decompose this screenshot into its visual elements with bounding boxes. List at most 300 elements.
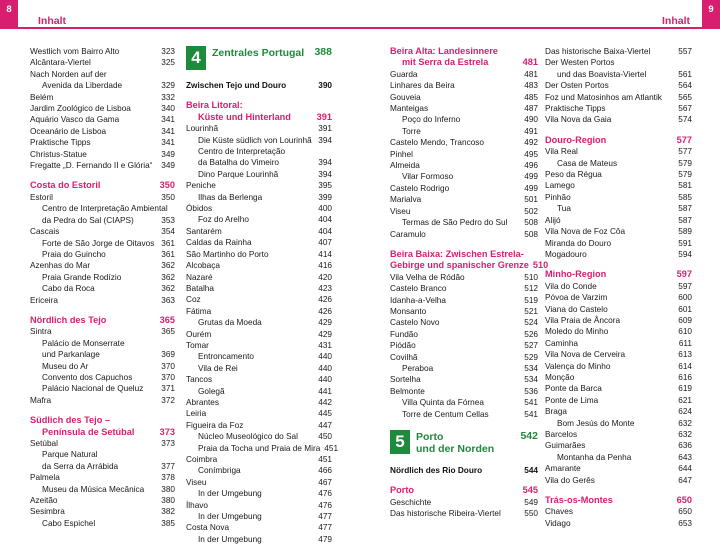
toc-section-title	[545, 495, 673, 506]
toc-entry[interactable]	[30, 395, 175, 406]
toc-entry[interactable]	[390, 80, 538, 91]
toc-page: 529	[524, 352, 538, 362]
toc-page: 481	[524, 69, 538, 79]
toc-page: 510	[524, 272, 538, 282]
toc-entry[interactable]	[545, 192, 692, 203]
toc-section[interactable]	[390, 46, 538, 69]
toc-entry[interactable]	[30, 249, 175, 260]
toc-entry[interactable]	[390, 306, 538, 317]
page-header-title: Inhalt	[38, 15, 66, 27]
toc-page: 361	[161, 238, 175, 248]
toc-entry-title: Das historische Ribeira-Viertel	[390, 509, 501, 519]
toc-entry-title: Der Osten Portos	[545, 81, 609, 91]
toc-entry-title: Jardim Zoológico de Lisboa	[30, 104, 131, 114]
toc-entry-title: Alcântara-Viertel	[30, 58, 91, 68]
toc-page: 549	[524, 497, 538, 507]
toc-entry[interactable]	[186, 272, 332, 283]
toc-entry[interactable]	[390, 229, 538, 240]
toc-entry[interactable]	[186, 249, 332, 260]
toc-page: 600	[678, 293, 692, 303]
toc-section-title-line: Beira Alta: Landesinnere	[390, 46, 498, 56]
toc-entry[interactable]	[390, 497, 538, 508]
toc-entry-title: Avenida da Liberdade	[42, 81, 123, 91]
toc-entry-title: Palácio Nacional de Queluz	[42, 384, 144, 394]
toc-entry[interactable]	[545, 463, 692, 474]
toc-entry-title: Cabo Espichel	[42, 518, 96, 528]
toc-section-title-line: Beira Litoral:	[186, 100, 243, 111]
toc-entry[interactable]	[545, 215, 692, 226]
toc-page: 407	[318, 238, 332, 248]
toc-page: 361	[161, 249, 175, 259]
toc-entry[interactable]	[545, 304, 692, 315]
toc-entry[interactable]	[30, 295, 175, 306]
toc-page: 491	[524, 126, 538, 136]
toc-page: 378	[161, 473, 175, 483]
toc-entry-title: Vidago	[545, 518, 571, 528]
toc-entry[interactable]	[186, 294, 332, 305]
toc-entry-title: Alcobaça	[186, 261, 220, 271]
toc-entry[interactable]	[545, 429, 692, 440]
toc-entry[interactable]	[545, 180, 692, 191]
toc-entry[interactable]	[186, 454, 332, 465]
toc-entry[interactable]	[390, 340, 538, 351]
toc-entry-title: Torre	[402, 126, 421, 136]
toc-entry[interactable]	[186, 397, 332, 408]
toc-entry[interactable]	[30, 438, 175, 449]
toc-entry-title: Viseu	[390, 206, 411, 216]
toc-section-title	[390, 46, 519, 69]
toc-page: 451	[318, 455, 332, 464]
toc-entry[interactable]	[30, 226, 175, 237]
toc-page: 624	[678, 407, 692, 417]
toc-page: 341	[161, 126, 175, 136]
toc-entry[interactable]	[186, 203, 332, 214]
toc-entry[interactable]	[186, 260, 332, 271]
toc-entry[interactable]	[545, 383, 692, 394]
toc-entry[interactable]	[390, 409, 538, 420]
toc-entry[interactable]	[30, 361, 175, 372]
toc-entry-title: Viseu	[186, 477, 207, 487]
toc-entry[interactable]	[30, 272, 175, 283]
toc-entry[interactable]	[30, 92, 175, 103]
toc-section-title-line: Trás-os-Montes	[545, 495, 613, 506]
toc-page: 382	[161, 507, 175, 517]
toc-entry[interactable]	[186, 534, 332, 545]
toc-entry[interactable]	[30, 326, 175, 337]
toc-page: 426	[318, 306, 332, 316]
toc-entry[interactable]	[390, 160, 538, 171]
toc-entry[interactable]	[30, 518, 175, 529]
toc-entry-title: Abrantes	[186, 397, 220, 407]
toc-page: 447	[318, 420, 332, 430]
toc-entry-title: Ponte de Lima	[545, 395, 599, 405]
toc-page: 377	[161, 461, 175, 471]
toc-entry-title: Grutas da Moeda	[198, 318, 262, 328]
toc-entry[interactable]	[186, 408, 332, 419]
toc-page: 564	[678, 81, 692, 91]
toc-entry[interactable]	[30, 506, 175, 517]
toc-entry[interactable]	[30, 103, 175, 114]
toc-page: 390	[318, 81, 332, 90]
toc-entry[interactable]	[390, 194, 538, 205]
toc-entry[interactable]	[186, 500, 332, 511]
toc-entry[interactable]	[545, 281, 692, 292]
toc-entry[interactable]	[390, 397, 538, 408]
chapter-heading[interactable]	[186, 46, 332, 70]
toc-entry-title: Die Küste südlich von Lourinhã	[198, 135, 312, 145]
toc-entry[interactable]	[186, 214, 332, 225]
toc-section[interactable]	[30, 180, 175, 191]
toc-page: 400	[318, 204, 332, 214]
toc-entry[interactable]	[390, 363, 538, 374]
toc-page: 512	[524, 284, 538, 294]
toc-entry[interactable]	[186, 192, 332, 203]
toc-entry[interactable]	[186, 386, 332, 397]
toc-entry[interactable]	[30, 461, 175, 472]
toc-entry-title: Piódão	[390, 341, 416, 351]
toc-entry[interactable]	[545, 46, 692, 57]
toc-entry[interactable]	[30, 192, 175, 203]
toc-entry[interactable]	[186, 283, 332, 294]
toc-entry-title: Fundão	[390, 329, 418, 339]
toc-entry[interactable]	[545, 475, 692, 486]
toc-entry[interactable]	[186, 123, 332, 134]
toc-entry[interactable]	[186, 420, 332, 431]
toc-subheading-title: Zwischen Tejo und Douro	[186, 81, 287, 90]
toc-entry[interactable]	[545, 57, 692, 68]
toc-entry[interactable]	[186, 169, 332, 180]
toc-subheading[interactable]	[186, 80, 332, 91]
toc-entry-title: Peraboa	[402, 363, 434, 373]
toc-entry-title: Covilhã	[390, 352, 418, 362]
toc-entry[interactable]	[545, 158, 692, 169]
toc-entry[interactable]	[545, 418, 692, 429]
toc-page: 499	[524, 172, 538, 182]
toc-entry[interactable]	[30, 57, 175, 68]
toc-entry-title: Óbidos	[186, 204, 213, 214]
toc-page: 577	[678, 147, 692, 157]
toc-page: 481	[522, 57, 538, 68]
toc-page: 611	[678, 338, 692, 348]
toc-entry[interactable]	[545, 506, 692, 517]
toc-section-title-line: Minho-Region	[545, 269, 607, 280]
toc-section[interactable]	[390, 485, 538, 496]
toc-entry[interactable]	[390, 272, 538, 283]
toc-entry[interactable]	[390, 217, 538, 228]
toc-page: 363	[161, 295, 175, 305]
toc-entry[interactable]	[186, 522, 332, 533]
toc-entry[interactable]	[545, 103, 692, 114]
toc-page: 442	[318, 397, 332, 407]
toc-entry-title: Vila de Rei	[198, 363, 238, 373]
toc-entry[interactable]	[30, 484, 175, 495]
toc-entry[interactable]	[186, 135, 332, 146]
toc-entry[interactable]	[390, 374, 538, 385]
toc-entry[interactable]	[545, 349, 692, 360]
toc-entry[interactable]	[390, 171, 538, 182]
toc-entry[interactable]	[545, 518, 692, 529]
toc-entry[interactable]	[390, 317, 538, 328]
toc-entry[interactable]	[390, 329, 538, 340]
toc-entry[interactable]	[390, 352, 538, 363]
toc-page: 519	[524, 295, 538, 305]
toc-entry-title: Monção	[545, 372, 575, 382]
toc-entry[interactable]	[545, 92, 692, 103]
toc-entry[interactable]	[545, 452, 692, 463]
toc-entry[interactable]	[186, 443, 339, 454]
toc-subheading-title: Nördlich des Rio Douro	[390, 466, 483, 475]
toc-section-title	[390, 485, 519, 496]
toc-page: 561	[678, 69, 692, 79]
toc-section[interactable]	[186, 100, 332, 123]
toc-entry[interactable]	[186, 363, 332, 374]
left-page	[0, 0, 360, 544]
toc-entry[interactable]	[186, 157, 332, 168]
toc-entry-title: Costa Nova	[186, 523, 230, 533]
toc-entry[interactable]	[30, 149, 175, 160]
toc-entry[interactable]	[545, 80, 692, 91]
toc-page: 362	[161, 284, 175, 294]
toc-page: 391	[316, 111, 332, 122]
toc-entry-title: Cabo da Roca	[42, 284, 95, 294]
toc-page: 544	[524, 466, 538, 475]
toc-entry[interactable]	[545, 226, 692, 237]
toc-entry-title: Foz und Matosinhos am Atlantik	[545, 92, 662, 102]
toc-entry[interactable]	[390, 386, 538, 397]
toc-section[interactable]	[545, 135, 692, 146]
toc-entry[interactable]	[30, 338, 175, 349]
toc-page: 477	[318, 523, 332, 533]
toc-page: 354	[161, 227, 175, 237]
toc-section[interactable]	[390, 248, 549, 272]
toc-entry[interactable]	[186, 329, 332, 340]
toc-entry[interactable]	[30, 495, 175, 506]
toc-entry-title: Amarante	[545, 464, 581, 474]
toc-page: 597	[676, 269, 692, 280]
toc-entry[interactable]	[545, 292, 692, 303]
toc-page: 485	[524, 92, 538, 102]
toc-entry[interactable]	[390, 508, 538, 519]
toc-page: 349	[161, 161, 175, 171]
toc-page: 479	[318, 534, 332, 544]
toc-subheading[interactable]	[390, 465, 538, 476]
toc-entry[interactable]	[186, 488, 332, 499]
toc-page: 490	[524, 115, 538, 125]
toc-entry[interactable]	[186, 351, 332, 362]
toc-entry[interactable]	[30, 80, 175, 91]
toc-entry[interactable]	[186, 306, 332, 317]
toc-entry-title: Castelo Mendo, Trancoso	[390, 138, 485, 148]
toc-entry-title: In der Umgebung	[198, 534, 262, 544]
toc-entry[interactable]	[390, 206, 538, 217]
toc-entry-title: Santarém	[186, 226, 222, 236]
toc-entry-title: Coimbra	[186, 455, 218, 464]
toc-entry-title: Cascais	[30, 227, 60, 237]
toc-page: 619	[678, 384, 692, 394]
toc-page: 501	[524, 195, 538, 205]
toc-entry-title: Vila Nova da Gaia	[545, 115, 612, 125]
toc-page: 650	[678, 507, 692, 517]
toc-page: 429	[318, 318, 332, 328]
toc-entry[interactable]	[390, 92, 538, 103]
toc-section[interactable]	[545, 495, 692, 506]
toc-entry[interactable]	[186, 226, 332, 237]
toc-entry[interactable]	[545, 169, 692, 180]
toc-entry[interactable]	[30, 114, 175, 125]
toc-page: 476	[318, 500, 332, 510]
toc-section[interactable]	[30, 415, 175, 438]
toc-entry-title: Caldas da Rainha	[186, 238, 252, 248]
toc-entry[interactable]	[186, 431, 332, 442]
toc-entry[interactable]	[390, 103, 538, 114]
toc-page: 365	[159, 314, 175, 325]
toc-entry[interactable]	[30, 238, 175, 249]
toc-entry-title: Peniche	[186, 181, 216, 191]
toc-section[interactable]	[30, 315, 175, 326]
toc-entry[interactable]	[30, 283, 175, 294]
toc-entry[interactable]	[186, 511, 332, 522]
toc-section[interactable]	[545, 269, 692, 280]
toc-entry-title: Monsanto	[390, 306, 427, 316]
toc-entry[interactable]	[186, 146, 332, 157]
toc-entry[interactable]	[545, 238, 692, 249]
toc-page: 587	[678, 204, 692, 214]
toc-entry[interactable]	[545, 361, 692, 372]
toc-entry[interactable]	[186, 477, 332, 488]
toc-page: 394	[318, 158, 332, 168]
toc-entry-title: Belmonte	[390, 386, 425, 396]
toc-entry-title: Casa de Mateus	[557, 158, 618, 168]
toc-entry[interactable]	[545, 406, 692, 417]
toc-page: 589	[678, 227, 692, 237]
toc-entry[interactable]	[545, 440, 692, 451]
toc-entry[interactable]	[186, 317, 332, 328]
toc-entry-title: Miranda do Douro	[545, 238, 612, 248]
toc-entry[interactable]	[30, 349, 175, 360]
toc-entry[interactable]	[545, 338, 692, 349]
toc-page: 380	[161, 496, 175, 506]
toc-entry-title: und Parkanlage	[42, 350, 100, 360]
toc-entry-title: Manteigas	[390, 104, 429, 114]
toc-entry[interactable]	[390, 114, 538, 125]
toc-column-1	[30, 46, 175, 529]
toc-page: 466	[318, 466, 332, 476]
toc-entry[interactable]	[30, 69, 175, 80]
toc-page: 632	[678, 430, 692, 439]
toc-entry[interactable]	[30, 215, 175, 226]
toc-entry[interactable]	[186, 237, 332, 248]
toc-entry-title: Viana do Castelo	[545, 304, 608, 314]
toc-entry[interactable]	[545, 69, 692, 80]
toc-entry[interactable]	[390, 183, 538, 194]
toc-entry-title: Praia do Guincho	[42, 249, 106, 259]
toc-entry[interactable]	[186, 374, 332, 385]
toc-entry[interactable]	[30, 46, 175, 57]
toc-entry[interactable]	[30, 203, 175, 214]
toc-entry[interactable]	[30, 372, 175, 383]
chapter-number: 5	[390, 430, 410, 454]
toc-entry-title: Geschichte	[390, 497, 432, 507]
toc-entry[interactable]	[30, 137, 175, 148]
toc-entry-title: Convento dos Capuchos	[42, 372, 133, 382]
toc-entry[interactable]	[545, 146, 692, 157]
toc-entry[interactable]	[30, 260, 175, 271]
toc-entry[interactable]	[545, 114, 692, 125]
toc-entry-title: Caramulo	[390, 229, 426, 239]
toc-entry[interactable]	[390, 295, 538, 306]
toc-entry[interactable]	[186, 180, 332, 191]
toc-page: 369	[161, 350, 175, 360]
toc-entry[interactable]	[186, 465, 332, 476]
chapter-title-line: Zentrales Portugal	[212, 47, 305, 59]
toc-page: 325	[161, 58, 175, 68]
toc-entry-title: Sesimbra	[30, 507, 65, 517]
toc-page: 585	[678, 192, 692, 202]
toc-page: 394	[318, 135, 332, 145]
toc-entry[interactable]	[390, 137, 538, 148]
toc-page: 353	[161, 215, 175, 225]
toc-page: 350	[159, 180, 175, 191]
toc-section-title	[545, 135, 673, 146]
toc-entry[interactable]	[390, 69, 538, 80]
toc-entry-title: Leiria	[186, 409, 207, 419]
toc-entry-title: da Serra da Arrábida	[42, 461, 119, 471]
toc-entry[interactable]	[390, 283, 538, 294]
toc-entry[interactable]	[390, 149, 538, 160]
toc-page: 373	[159, 426, 175, 437]
toc-entry-title: Palmela	[30, 473, 60, 483]
toc-entry[interactable]	[545, 249, 692, 260]
toc-page: 534	[524, 363, 538, 373]
toc-entry-title: Bom Jesús do Monte	[557, 418, 635, 428]
toc-page: 534	[524, 375, 538, 385]
toc-entry-title: Ericeira	[30, 295, 58, 305]
toc-entry-title: Nazaré	[186, 272, 213, 282]
toc-entry[interactable]	[545, 326, 692, 337]
toc-page: 380	[161, 484, 175, 494]
toc-page: 404	[318, 226, 332, 236]
toc-entry[interactable]	[545, 315, 692, 326]
toc-entry[interactable]	[545, 372, 692, 383]
toc-entry-title: Fregatte „D. Fernando II e Glória“	[30, 161, 153, 171]
toc-page: 431	[318, 340, 332, 350]
toc-entry-title: da Pedra do Sal (CIAPS)	[42, 215, 134, 225]
chapter-heading[interactable]	[390, 430, 538, 455]
toc-entry[interactable]	[545, 203, 692, 214]
toc-entry-title: Fátima	[186, 306, 212, 316]
toc-entry[interactable]	[30, 449, 175, 460]
toc-entry[interactable]	[30, 383, 175, 394]
toc-entry[interactable]	[30, 160, 175, 171]
toc-entry[interactable]	[390, 126, 538, 137]
toc-entry-title: Golegã	[198, 386, 225, 396]
toc-entry-title: Vila Praia de Âncora	[545, 315, 621, 325]
toc-entry-title: Dino Parque Lourinhã	[198, 169, 279, 179]
toc-entry[interactable]	[186, 340, 332, 351]
toc-entry-title: Praia Grande Rodízio	[42, 272, 122, 282]
toc-entry-title: Aquário Vasco da Gama	[30, 115, 120, 125]
toc-entry[interactable]	[545, 395, 692, 406]
toc-entry-title: Das historische Baixa-Viertel	[545, 47, 651, 56]
toc-entry[interactable]	[30, 126, 175, 137]
toc-entry-title: Torre de Centum Cellas	[402, 409, 489, 419]
toc-section-title-line: Península de Setúbal	[42, 426, 135, 437]
toc-entry-title: Estoril	[30, 192, 53, 202]
toc-page: 373	[161, 439, 175, 448]
toc-entry-title: Gouveia	[390, 92, 421, 102]
toc-entry[interactable]	[30, 472, 175, 483]
toc-section-title-line: Südlich des Tejo –	[30, 415, 110, 426]
